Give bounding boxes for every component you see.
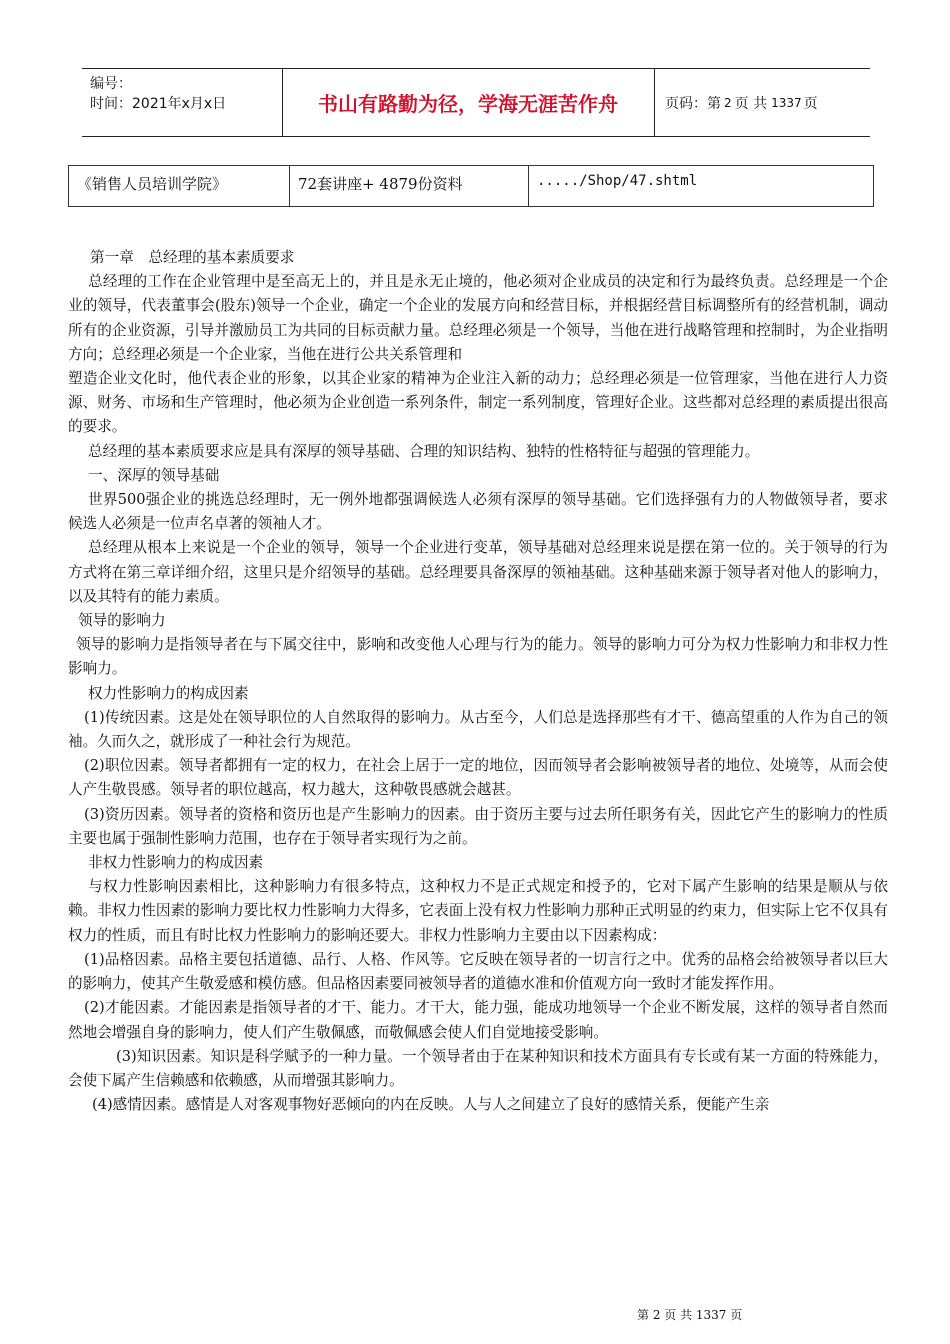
chapter-title: 第一章 总经理的基本素质要求	[90, 249, 295, 266]
page-mid: 页 共	[734, 95, 768, 112]
ad-cell-materials: 72套讲座+ 4879份资料	[290, 166, 529, 207]
paragraph: 塑造企业文化时，他代表企业的形象，以其企业家的精神为企业注入新的动力；总经理必须是一位管理家，当他在进行人力资源、财务、市场和生产管理时，他必须为企业创造一系列条件，制定一系列制度，管理好企业。这些都对总经理的素质提出很高的要求。	[68, 370, 888, 436]
header-page-info	[665, 69, 818, 136]
list-item: (2)才能因素。才能因素是指领导者的才干、能力。才干大，能力强，能成功地领导一个企业不断发展，这样的领导者自然而然地会增强自身的影响力，使人们产生敬佩感，而敬佩感会使人们自觉地接受影响。	[68, 999, 888, 1041]
time-label: 时间：2021年x月x日	[90, 96, 227, 112]
subheading: 非权力性影响力的构成因素	[88, 854, 264, 872]
document-body	[68, 246, 888, 1117]
list-item: (1)传统因素。这是处在领导职位的人自然取得的影响力。从古至今，人们总是选择那些有才干、德高望重的人作为自己的领袖。久而久之，就形成了一种社会行为规范。	[68, 708, 888, 751]
paragraph: 总经理的工作在企业管理中是至高无上的，并且是永无止境的，他必须对企业成员的决定和行为最终负责。总经理是一个企业的领导，代表董事会(股东)领导一个企业，确定一个企业的发展方向和经营目标，并根据经营目标调整所有的经营机制，调动所有的企业资源，引导并激励员工为共同的目标贡献力量。总经理必须是一个领导，当他在进行战略管理和控制时，为企业指明方向；总经理必须是一个企业家，当他在进行公共关系管理和	[68, 273, 888, 363]
page-footer: 第 2 页 共 1337 页	[637, 1308, 743, 1322]
paragraph: 与权力性影响因素相比，这种影响力有很多特点，这种权力不是正式规定和授予的，它对下属产生影响的结果是顺从与依赖。非权力性因素的影响力要比权力性影响力大得多，它表面上没有权力性影响力那种正式明显的约束力，但实际上它不仅具有权力的性质，而且有时比权力性影响力的影响还要大。非权力性影响力主要由以下因素构成：	[68, 878, 888, 944]
ad-table	[68, 165, 874, 207]
header-motto: 书山有路勤为径，学海无涯苦作舟	[282, 69, 655, 136]
ad-row	[69, 166, 874, 207]
paragraph: 总经理从根本上来说是一个企业的领导，领导一个企业进行变革，领导基础对总经理来说是摆在第一位的。关于领导的行为方式将在第三章详细介绍，这里只是介绍领导的基础。总经理要具备深厚的领袖基础。这种基础来源于领导者对他人的影响力，以及其特有的能力素质。	[68, 539, 888, 605]
list-item: (1)品格因素。品格主要包括道德、品行、人格、作风等。它反映在领导者的一切言行之中。优秀的品格会给被领导者以巨大的影响力，使其产生敬爱感和模仿感。但品格因素要同被领导者的道德水准和价值观方向一致时才能发挥作用。	[68, 950, 888, 993]
header-meta-cell	[82, 69, 283, 136]
list-item: (2)职位因素。领导者都拥有一定的权力，在社会上居于一定的地位，因而领导者会影响被领导者的地位、处境等，从而会使人产生敬畏感。领导者的职位越高，权力越大，这种敬畏感就会越甚。	[68, 757, 888, 799]
document-header	[82, 68, 870, 137]
page-number: 2	[724, 95, 732, 110]
ad-cell-link[interactable]: ...../Shop/47.shtml	[529, 166, 874, 207]
number-label: 编号：	[90, 76, 132, 92]
subheading: 权力性影响力的构成因素	[88, 684, 249, 702]
page-total: 1337	[771, 95, 802, 110]
paragraph: 总经理的基本素质要求应是具有深厚的领导基础、合理的知识结构、独特的性格特征与超强的管理能力。	[88, 442, 760, 460]
section-heading: 一、深厚的领导基础	[88, 466, 220, 484]
paragraph: 领导的影响力是指领导者在与下属交往中，影响和改变他人心理与行为的能力。领导的影响力可分为权力性影响力和非权力性影响力。	[68, 636, 888, 678]
ad-cell-title: 《销售人员培训学院》	[69, 166, 290, 207]
page-suffix: 页	[803, 95, 818, 112]
page-prefix: 页码：第	[665, 95, 721, 112]
list-item: (3)资历因素。领导者的资格和资历也是产生影响力的因素。由于资历主要与过去所任职务有关，因此它产生的影响力的性质主要也属于强制性影响力范围，也存在于领导者实现行为之前。	[68, 805, 888, 847]
subheading: 领导的影响力	[78, 612, 166, 630]
paragraph: 世界500强企业的挑选总经理时，无一例外地都强调候选人必须有深厚的领导基础。它们选择强有力的人物做领导者，要求候选人必须是一位声名卓著的领袖人才。	[68, 491, 888, 533]
list-item: (4)感情因素。感情是人对客观事物好恶倾向的内在反映。人与人之间建立了良好的感情关系，便能产生亲	[92, 1096, 770, 1114]
list-item: (3)知识因素。知识是科学赋予的一种力量。一个领导者由于在某种知识和技术方面具有专长或有某一方面的特殊能力，会使下属产生信赖感和依赖感，从而增强其影响力。	[68, 1047, 888, 1089]
